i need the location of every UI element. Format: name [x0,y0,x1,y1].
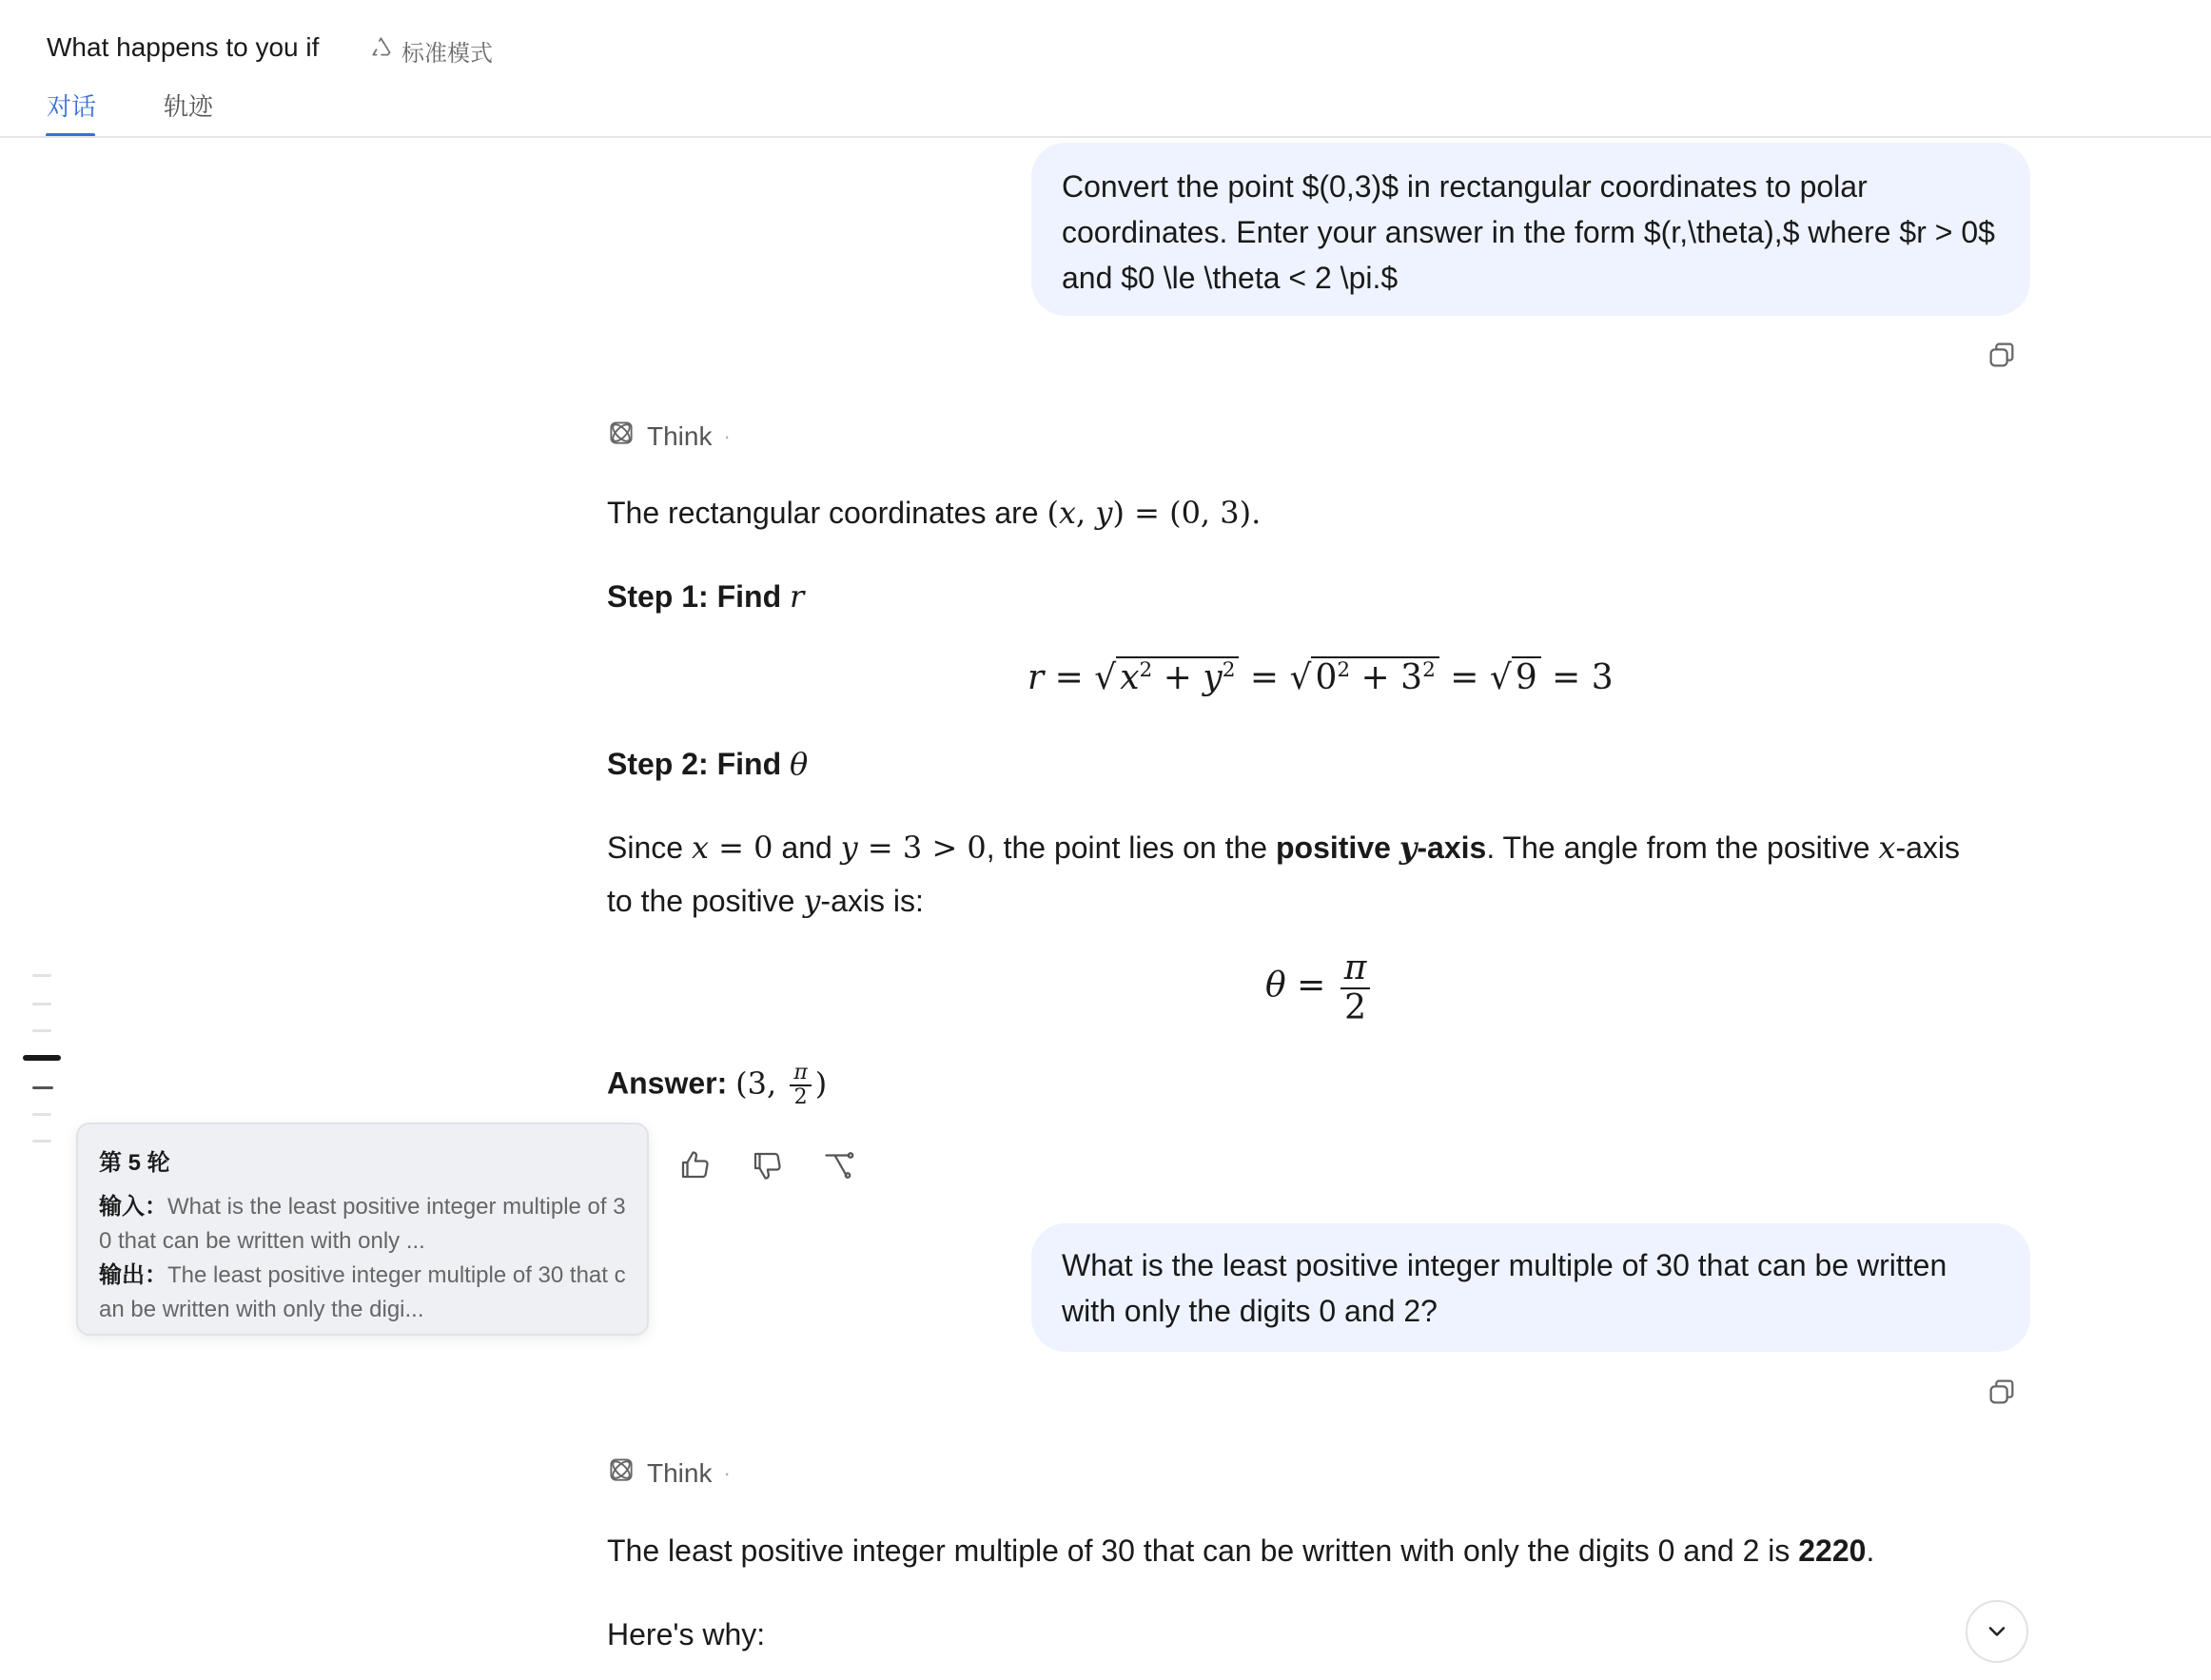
equation-theta: θ = $\frac{\pi}{2}$ [1265,949,1374,1026]
explanation-line2: to the positive y-axis is: [607,883,924,919]
final-answer: Answer: (3, $\frac{\pi}{2}$ ) [607,1061,828,1110]
answer-intro: The rectangular coordinates are (x, y) = (0, 3). [607,495,1262,531]
thumbs-down-icon[interactable] [750,1148,784,1182]
conversation-title: What happens to you if [47,32,320,62]
branch-icon[interactable] [822,1148,856,1182]
tab-chat[interactable]: 对话 [47,92,97,121]
tooltip-title: 第 5 轮 [99,1150,170,1176]
turn-marker[interactable] [32,1003,51,1006]
think-toggle[interactable] [607,419,731,454]
tab-trace[interactable]: 轨迹 [164,92,214,121]
result-value: 2220 [1798,1533,1867,1568]
step1-heading: Step 1: Find r [607,578,805,615]
answer-why: Here's why: [607,1617,766,1651]
atom-icon [607,1455,636,1491]
turn-marker[interactable] [32,1113,51,1116]
answer-result: The least positive integer multiple of 30 that can be written with only the digits 0 and 2 is 2220. [607,1533,1875,1568]
turn-marker[interactable] [32,1140,51,1143]
think-label: Think [647,1457,713,1488]
tooltip-output: 输出：The least positive integer multiple of 30 that can be written with only the digi... [99,1262,626,1322]
user-message-bubble: Convert the point $(0,3)$ in rectangular coordinates to polar coordinates. Enter your answer in the form $(r,\theta),$ where $r > 0$ and $0 \le \theta < 2 \pi.$ [1031,143,2030,316]
atom-icon [607,419,636,454]
think-toggle-2[interactable] [607,1455,731,1491]
tooltip-input: 输入：What is the least positive integer multiple of 30 that can be written with only ... [99,1194,626,1254]
think-dot: · [723,1460,731,1485]
mode-selector[interactable] [369,34,493,68]
explanation-line1: Since x = 0 and y = 3 > 0, the point lies on the positive y-axis. The angle from the positive x-axis [607,830,1961,866]
header-divider [0,136,2211,138]
turn-marker[interactable] [32,974,51,977]
think-label: Think [647,420,713,451]
turn-preview-tooltip [76,1123,649,1336]
user-message-bubble-2: What is the least positive integer multiple of 30 that can be written with only the digits 0 and 2? [1031,1223,2030,1352]
copy-icon[interactable] [1986,339,2018,371]
scroll-to-bottom-button[interactable] [1966,1600,2028,1663]
equation-r: r = √ $x^2 + y^2$ = √ $0^2 + 3^2$ = √ 9 = 3 [1027,658,1614,697]
thumbs-up-icon[interactable] [677,1148,712,1182]
turn-marker-active[interactable] [23,1055,61,1061]
chevron-down-icon [1984,1618,2010,1645]
mode-label: 标准模式 [401,41,493,67]
copy-icon[interactable] [1986,1376,2018,1408]
step2-heading: Step 2: Find θ [607,746,809,782]
turn-marker[interactable] [32,1029,51,1032]
recycle-icon [369,35,394,67]
think-dot: · [723,423,731,448]
turn-marker[interactable] [32,1086,53,1089]
